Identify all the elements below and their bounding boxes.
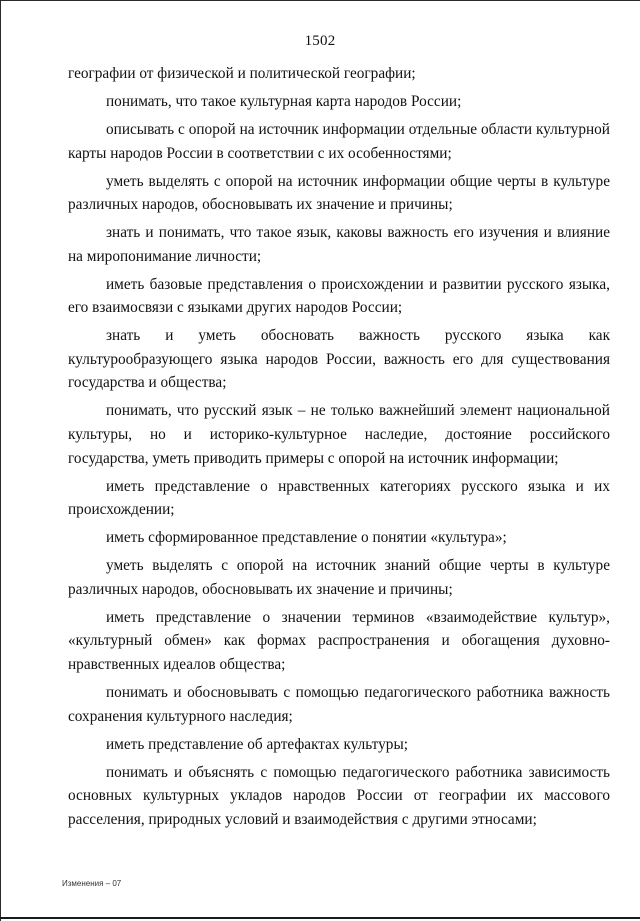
paragraph: понимать и объяснять с помощью педагогического работника зависимость основных культурных укладов народов России от географии их массового расселения, природных условий и взаимодействия с другими этносами;	[68, 763, 610, 828]
paragraph: описывать с опорой на источник информации отдельные области культурной карты народов России в соответствии с их особенностями;	[68, 120, 610, 162]
paragraph: иметь базовые представления о происхождении и развитии русского языка, его взаимосвязи с языками других народов России;	[68, 275, 610, 317]
paragraph: понимать, что такое культурная карта народов России;	[106, 92, 462, 110]
paragraph: уметь выделять с опорой на источник знаний общие черты в культуре различных народов, обосновывать их значение и причины;	[68, 557, 610, 598]
page-number: 1502	[304, 33, 336, 49]
paragraph: уметь выделять с опорой на источник информации общие черты в культуре различных народов, обосновывать их значение и причины;	[68, 172, 610, 214]
bottom-rule	[0, 917, 640, 919]
paragraph: знать и уметь обосновать важность русского языка как культурообразующего языка народов России, важность его для существования государства и общества;	[68, 327, 610, 392]
paragraph: иметь сформированное представление о понятии «культура»;	[106, 529, 507, 547]
paragraph: иметь представление о значении терминов «взаимодействие культур», «культурный обмен» как формах распространения и обогащения духовно-нравственных идеалов общества;	[68, 608, 610, 673]
paragraph: иметь представление об артефактах культуры;	[106, 735, 408, 753]
paragraph: знать и понимать, что такое язык, каковы важность его изучения и влияние на миропонимание личности;	[68, 224, 610, 265]
document-body	[68, 62, 610, 836]
footer-revision-note: Изменения – 07	[62, 879, 122, 888]
paragraph: понимать и обосновывать с помощью педагогического работника важность сохранения культурного наследия;	[68, 683, 610, 725]
paragraph: понимать, что русский язык – не только важнейший элемент национальной культуры, но и историко-культурное наследие, достояние российского государства, уметь приводить примеры с опорой на источник информации;	[68, 402, 610, 467]
paragraph-continuation: географии от физической и политической географии;	[68, 65, 416, 82]
paragraph: иметь представление о нравственных категориях русского языка и их происхождении;	[68, 477, 610, 519]
